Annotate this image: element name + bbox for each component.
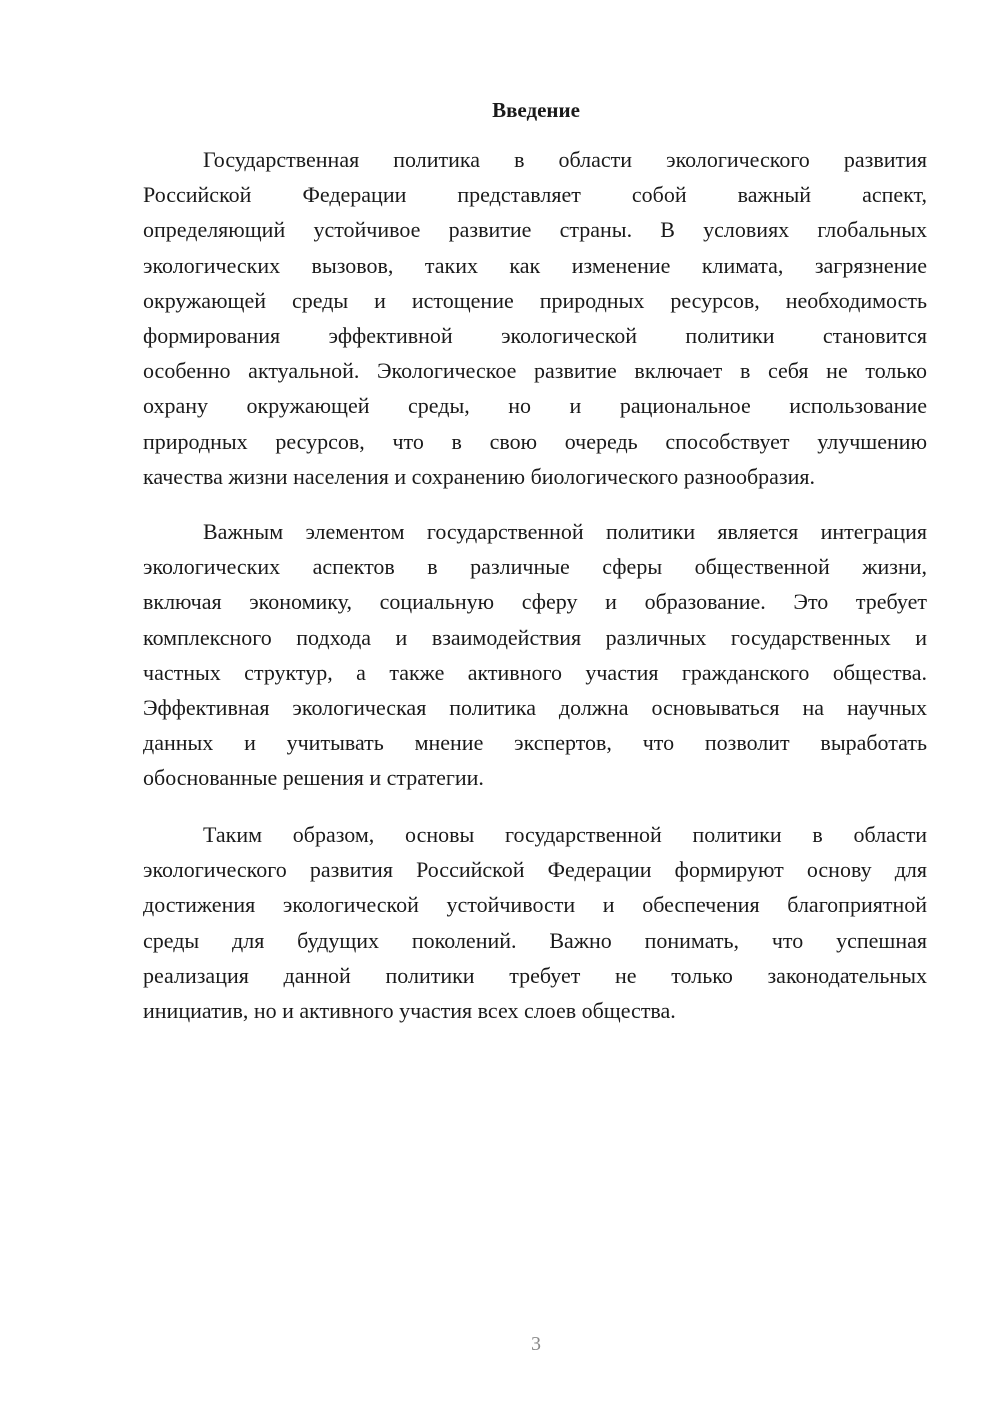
text-line: экологических вызовов, таких как изменение климата, загрязнение [143,252,927,278]
page-number: 3 [531,1333,541,1355]
text-line: экологических аспектов в различные сферы общественной жизни, [143,554,927,580]
text-line: данных и учитывать мнение экспертов, что позволит выработать [143,730,927,756]
paragraph [143,817,927,1028]
text-line: охрану окружающей среды, но и рациональное использование [143,393,927,419]
text-line: Государственная политика в области экологического развития [203,147,927,172]
text-line: реализация данной политики требует не только законодательных [143,962,927,988]
text-line: формирования эффективной экологической политики становится [143,323,927,349]
paragraph [143,514,927,796]
text-line: среды для будущих поколений. Важно понимать, что успешная [143,927,927,953]
text-line: качества жизни населения и сохранению биологического разнообразия. [143,463,815,489]
text-line: достижения экологической устойчивости и обеспечения благоприятной [143,892,927,918]
text-line: экологического развития Российской Федерации формируют основу для [143,857,927,883]
text-line: частных структур, а также активного участия гражданского общества. [143,659,927,685]
text-line: инициатив, но и активного участия всех слоев общества. [143,998,676,1024]
text-line: комплексного подхода и взаимодействия различных государственных и [143,624,927,650]
paragraph [143,142,927,494]
text-line: особенно актуальной. Экологическое развитие включает в себя не только [143,358,927,384]
text-line: окружающей среды и истощение природных ресурсов, необходимость [143,287,927,313]
text-line: природных ресурсов, что в свою очередь способствует улучшению [143,428,927,454]
text-line: Таким образом, основы государственной политики в области [203,822,927,847]
section-title: Введение [492,98,580,122]
text-line: определяющий устойчивое развитие страны. В условиях глобальных [143,217,927,243]
text-line: Эффективная экологическая политика должна основываться на научных [143,695,927,721]
text-line: включая экономику, социальную сферу и образование. Это требует [143,589,927,615]
text-line: обоснованные решения и стратегии. [143,765,484,791]
text-line: Российской Федерации представляет собой важный аспект, [143,182,927,208]
text-line: Важным элементом государственной политики является интеграция [203,519,927,544]
